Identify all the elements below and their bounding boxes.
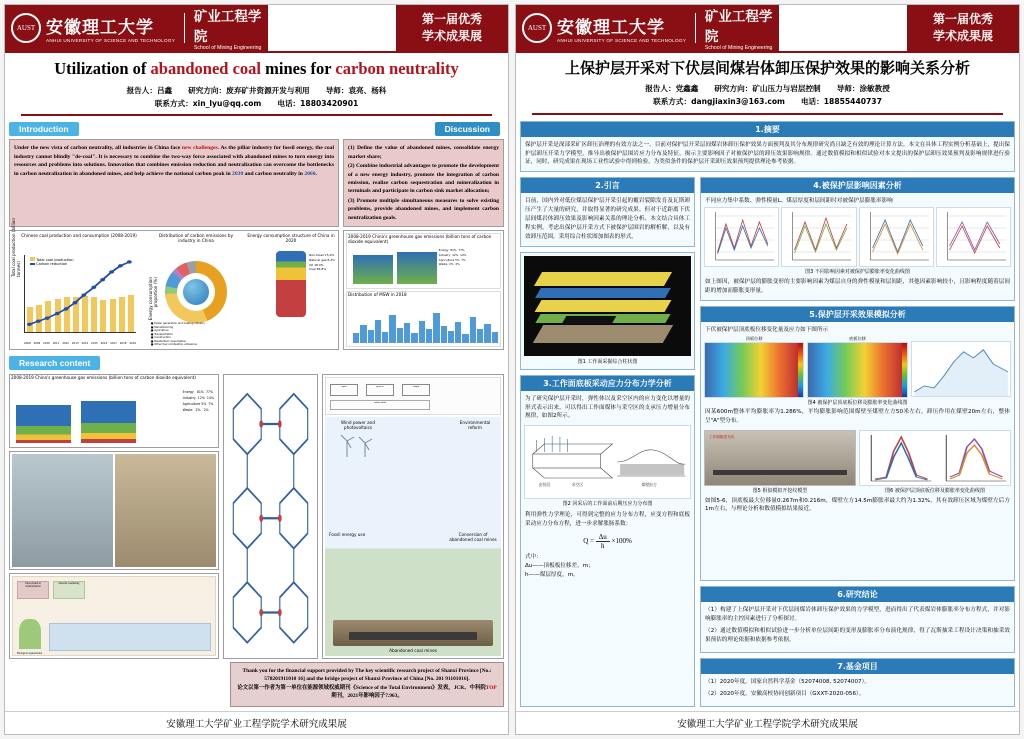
publication-note: 论文以第一作者为第一单位在能源领域权威期刊《Science of the Total Environment》发表，JCR、中科院TOP期刊，2021年影响因子7.963。 xyxy=(237,685,497,700)
simulation-body-2: 如图5-6，顶底板最大位移量0.267m和0.216m，煤壁左方14.5m膨胀率最大约为1.32%，其有效卸压区域为煤壁左后方1m左右，与理论分析和数值模拟结果接近。 xyxy=(705,497,1010,513)
introduction-text-panel xyxy=(9,139,339,227)
university-seal-icon-right: AUST xyxy=(522,13,552,43)
section-intro-title: 2.引言 xyxy=(521,178,694,193)
figure4-caption: 图4 被保护层顶底板位移及膨胀率变化曲线图 xyxy=(807,399,908,406)
title-highlight-1: abandoned coal xyxy=(150,59,262,78)
figure5-annotation: 工作面推进方向 xyxy=(709,435,735,439)
funding-item-2: （2）2020年度，安徽高校协同创新项目（GXXT-2020-056）。 xyxy=(705,691,865,698)
section-conclusions xyxy=(700,586,1015,653)
section-factor-analysis xyxy=(700,177,1015,300)
figure1-card xyxy=(520,252,695,370)
college-name-en-right: School of Mining Engineering xyxy=(704,45,773,51)
section-abstract-body: 保护层开采是深部采矿区卸压治理的有效方法之一。目前对保护层开采层间煤岩体卸压保护效果方面预判及其分布规律研究尚且缺乏有效的理论计算方法。本文在具体工程实例分析基础上，提出保护层卸压开采力学模型，推导出被保护层围岩应力分布及特征，揭示主要影响因子对被保护层的卸压效果影响规律。通过数值模拟和相似试验对本文提出的保护层卸压效果预判及影响规律进行验证，同时，研究成果在现场工业性试验中得到检验，为类似条件的保护层开采卸压效果预判提供理论参考依据。 xyxy=(525,141,1010,166)
section-conclusions-body xyxy=(701,602,1014,652)
figure2-caption: 图2 回采后的工作面前后期压应力分布图 xyxy=(562,501,653,508)
section-mechanics-body: 为了研究保护层开采时，弹性体以及采空区内的应力变化以增量的形式表示出来，可以得出工作面煤体与采空区的支承压力增量分布规律，如图2所示。 xyxy=(525,395,690,420)
figure-abandoned-mine-scene: input process output carbon chain Wind power and photovoltaics Environmental reform Fossil energy use Conversion of abandoned coal mines Abandoned coal mines xyxy=(322,374,504,659)
university-logo-block xyxy=(5,5,268,51)
photo-mine-site xyxy=(115,454,216,567)
figure5-physical-model xyxy=(704,430,856,486)
poster-right xyxy=(515,4,1020,735)
badge-line1-right: 第一届优秀 xyxy=(932,11,993,26)
figure6-caption: 图6 被保护层顶底板位移及膨胀率变化曲线图 xyxy=(885,488,985,494)
svg-text:煤壁前方: 煤壁前方 xyxy=(641,482,657,488)
university-seal-icon: AUST xyxy=(11,13,41,43)
university-logo-block-right xyxy=(516,5,779,51)
poster-right-title-block xyxy=(516,53,1019,117)
header-spacer-right xyxy=(779,5,907,51)
poster-left-header xyxy=(5,5,508,53)
section-conclusions-title: 6.研究结论 xyxy=(701,587,1014,602)
simulation-body-1: 因某600m整体平均膨胀率为1.286%，平均膨胀影响范围煤壁至煤壁左方50米左右，卸压作用在煤壁20m左右，整体呈"A"型分布。 xyxy=(705,409,1010,425)
poster-right-header xyxy=(516,5,1019,53)
exhibition-badge-right xyxy=(907,5,1019,51)
conclusion-item-1: （1）构建了上保护层开采对下伏层间煤岩体卸压保护效果的力学模型，进而得出了代表煤岩体膨胀率分布方程式，并对影响膨胀率的主控因素进行了分析探讨。 xyxy=(705,607,1010,623)
college-name-right xyxy=(705,5,773,51)
figure-molecular-structure xyxy=(223,374,318,659)
college-name-cn-right: 矿业工程学院 xyxy=(704,9,773,45)
figure-energy-mix-panel: 2008-2019 China's greenhouse gas emissions (billion tons of carbon dioxide equivalent) Energy 81% 77% Industry 12% 14% Agriculture 5% 7% Waste 2% 2% Distribution of MSW in 2018 xyxy=(343,230,504,350)
figure5-caption: 图5 相似模拟开挖纹模型 xyxy=(752,488,808,494)
section-intro-body: 目前，国内外对低位煤层保护层开采引起的覆岩裂隙发育及瓦斯卸压产生了大量的研究，并取得显著的研究成果。但对于近距离下伏层间煤岩体卸压效果及影响因素关系的理论分析、本文结合具体工程实例，考虑出保护层开采方式下被保护层围岩的解析解，以及有效卸压范围，采用综合柱状图加图表的形式。 xyxy=(525,198,690,241)
figure6-curves xyxy=(859,430,1011,486)
figure-photos-row xyxy=(9,451,219,570)
university-name-cn-right: 安徽理工大学 xyxy=(557,18,665,38)
figure3-chart-1 xyxy=(704,207,779,267)
exhibition-badge xyxy=(396,5,508,51)
formula-intro: 利用弹性力学理论，可得到完整的应力分布方程，应变方程和底板采动应力分布方程，进一步求解胀肠系数： xyxy=(525,511,690,527)
simulation-subtitle: 下伏被保护层顶底板位移变化量及应力如下图所示 xyxy=(705,326,829,333)
poster-right-body xyxy=(516,117,1019,711)
title-part-1: Utilization of xyxy=(54,59,151,78)
figure4-right-label: 底板位移 xyxy=(849,335,866,341)
figure-ghg-emissions: 2008-2019 China's greenhouse gas emissions (billion tons of carbon dioxide equivalent) Energy 81% 77% Industry 12% 14% Agriculture 5% 7% Waste 2% 2% xyxy=(9,374,219,448)
chart1-legend-bar: Total coal production xyxy=(30,257,74,262)
discussion-item-3: (3) Promote multiple simultaneous measures to solve existing problems, provide abandoned mines, and implement carbon neutralization goals. xyxy=(348,197,499,221)
phone-field-right: 电话：18855440737 xyxy=(800,96,882,106)
funding-item-1: （1）2020年度，国家自然科学基金（52074008, 52074007）。 xyxy=(705,679,870,686)
poster-left-footer: 安徽理工大学矿业工程学院学术研究成果展 xyxy=(5,711,508,734)
section-intro xyxy=(520,177,695,247)
svg-text:采空区: 采空区 xyxy=(571,482,584,488)
chart3-labels: Non-fossil 15.9% Natural gas 8.4% Oil 18.9% Coal 56.8% xyxy=(309,252,335,272)
college-name-en: School of Mining Engineering xyxy=(193,45,262,51)
chart1-legend-line: Carbon reduction xyxy=(30,262,74,266)
svg-text:安装段: 安装段 xyxy=(538,482,551,488)
direction-field-right: 研究方向：矿山压力与岩层控制 xyxy=(714,83,821,93)
label-abandoned-mines: Abandoned coal mines xyxy=(389,647,437,653)
contact-field-right: 联系方式：dangjiaxin3@163.com xyxy=(653,96,785,106)
poster-left xyxy=(4,4,509,735)
page-title-right: 上保护层开采对下伏层间煤岩体卸压保护效果的影响关系分析 xyxy=(564,59,970,77)
title-part-2: mines for xyxy=(261,59,336,78)
page-title xyxy=(15,59,498,80)
advisor-field-right: 导师：涂敏教授 xyxy=(836,83,890,93)
college-name-cn: 矿业工程学院 xyxy=(193,9,262,45)
section-factor-title: 4.被保护层影响因素分析 xyxy=(701,178,1014,193)
chart-coal-line xyxy=(25,255,136,332)
photo-power-plant xyxy=(12,454,113,567)
figure5-6-row xyxy=(704,430,1011,495)
header-divider-right xyxy=(695,13,696,43)
college-name xyxy=(194,5,262,51)
tag-discussion: Discussion xyxy=(435,122,500,136)
figure4-models xyxy=(704,336,1011,398)
university-name-en: ANHUI UNIVERSITY OF SCIENCE AND TECHNOLOGY xyxy=(46,38,176,43)
advisor-field: 导师：袁亮、杨科 xyxy=(325,85,387,95)
formula-where: 式中： Δu——顶板板位移差，m； h——煤层厚度，m。 xyxy=(525,553,594,578)
label-wind-pv: Wind power and photovoltaics xyxy=(340,419,375,430)
figure3-chart-4 xyxy=(936,207,1011,267)
tag-introduction: Introduction xyxy=(9,122,79,136)
author-info xyxy=(15,85,498,111)
section-simulation xyxy=(700,306,1015,582)
figure3-caption: 图3 不同影响因素对被保护层膨胀率变化曲线图 xyxy=(805,269,910,276)
phone-field: 电话：18803420901 xyxy=(277,98,359,108)
header-divider xyxy=(184,13,185,43)
author-info-right xyxy=(526,83,1009,109)
university-name xyxy=(46,13,175,43)
discussion-item-2: (2) Combine industrial advantages to promote the development of a new energy industry, promote the integration of carbon emission, realize carbon sequestration and mineralization in terminals and participate in carbon sink market allocation; xyxy=(348,163,499,195)
figure3-charts xyxy=(704,207,1011,267)
discussion-text-panel xyxy=(343,139,504,227)
chart-coal-production: Chinese coal production and consumption (2008-2019) Total coal production (billion tonnes) Energy consumption proportion (%) Total coal production Carbon reduction 2008 2009 2010 2011 2012 2013 2014 2015 2016 2017 2018 2019 xyxy=(10,231,148,349)
section-funding xyxy=(700,658,1015,707)
conclusion-item-2: （2）通过数值模拟和相似试验进一步分析单位层间距的变形及膨胀率分布演化规律，得了瓦斯抽采工程设计决策和抽采效果预估的理论依据和依据参考依据。 xyxy=(705,628,1010,644)
poster-right-footer: 安徽理工大学矿业工程学院学术研究成果展 xyxy=(516,711,1019,734)
label-conversion: Conversion of abandoned coal mines xyxy=(449,531,497,542)
figure2-stress-diagram xyxy=(524,425,691,499)
section-funding-title: 7.基金项目 xyxy=(701,659,1014,674)
formula-expansion-rate: Q = $\frac{\Delta u}{h}$ ×100% xyxy=(583,532,632,550)
tag-research-content: Research content xyxy=(9,356,100,370)
contact-field: 联系方式：xin_lyu@qq.com xyxy=(154,98,262,108)
section-funding-body xyxy=(701,674,1014,706)
figure3-chart-3 xyxy=(859,207,934,267)
tree-icon xyxy=(19,619,41,649)
chart-carbon-emission-donut: Distribution of carbon emissions by industry in China ■ Power generation and heating industry ■ Manufacturing ■ Agriculture ■ Transportation ■ Construction ■ Residential consumption ■ Other fuel combustion emissions xyxy=(151,232,234,347)
badge-line2-right: 学术成果展 xyxy=(932,29,993,43)
section-factor-body: 如上图因，被保护层的膨胀变形的主要影响因素为煤层自身的弹性模量和层间距，其他因素影响较小，且影响程度随着层间距的增加而膨胀变形量。 xyxy=(705,278,1010,294)
acknowledgement-text: Thank you for the financial support provided by The key scientific research project of Shanxi Province [No.: 578201911010 16] and the bridge project of Shanxi Province of China [No. 201 91101016]. xyxy=(242,667,492,682)
section-mechanics-title: 3.工作面底板采动应力分布力学分析 xyxy=(521,376,694,391)
chart-energy-structure: Energy consumption structure of China in 2020 Non-fossil 15.9% Natural gas 8.4% Oil 18.9% Coal 56.8% xyxy=(244,231,338,349)
section-abstract xyxy=(520,121,1015,173)
figures-row-1 xyxy=(9,217,339,350)
university-name-cn: 安徽理工大学 xyxy=(46,18,154,38)
title-highlight-2: carbon neutrality xyxy=(335,59,459,78)
header-spacer xyxy=(268,5,396,51)
badge-line1: 第一届优秀 xyxy=(421,11,482,26)
section-simulation-title: 5.保护层开采效果模拟分析 xyxy=(701,307,1014,322)
direction-field: 研究方向：废弃矿井资源开发与利用 xyxy=(188,85,310,95)
section-mechanics xyxy=(520,375,695,707)
badge-line2: 学术成果展 xyxy=(421,29,482,43)
author-field: 报告人：吕鑫 xyxy=(126,85,173,95)
figure3-subtitle: 不同应力集中系数、弹性模量L、煤层厚度和层间距时对被保护层膨胀率影响 xyxy=(705,198,893,205)
figure1-strata-model xyxy=(524,256,691,356)
university-name-right xyxy=(557,13,686,43)
figure4-left-label: 顶板位移 xyxy=(745,335,763,341)
poster-left-title-block xyxy=(5,53,508,118)
title-separator xyxy=(21,114,492,116)
author-field-right: 报告人：党鑫鑫 xyxy=(645,83,699,93)
introduction-text: Under the new vista of carbon neutrality, all industries in China face new challenges. As the pillar industry for fossil energy, the coal industry cannot blindly "de-coal". It is necessary to combine the two-way force associated with abandoned mines to turn energy into resources and problems into solutions. Innovation that combines emission reduction and neutralization can overcome the bottlenecks in carbon neutralization in abandoned mines, and help achieve the national carbon peak in 2030 and carbon neutrality in 2060. xyxy=(14,145,335,177)
poster-left-body xyxy=(5,118,508,711)
title-separator-right xyxy=(532,113,1003,115)
section-abstract-title: 1.摘要 xyxy=(521,122,1014,137)
university-name-en-right: ANHUI UNIVERSITY OF SCIENCE AND TECHNOLOGY xyxy=(557,38,687,43)
figure-mineralization-diagram: Photochemical transformation Material weathering Biological sequestration xyxy=(9,573,219,659)
acknowledgement-box xyxy=(230,662,504,707)
label-env-reform: Environmental reform xyxy=(459,419,491,430)
figure1-caption: 图1 工作面采掘综合柱状图 xyxy=(577,359,638,366)
figure3-chart-2 xyxy=(781,207,856,267)
label-fossil-energy: Fossil energy use xyxy=(329,531,366,537)
discussion-item-1: (1) Define the value of abandoned mines, consolidate energy market share; xyxy=(348,145,499,160)
